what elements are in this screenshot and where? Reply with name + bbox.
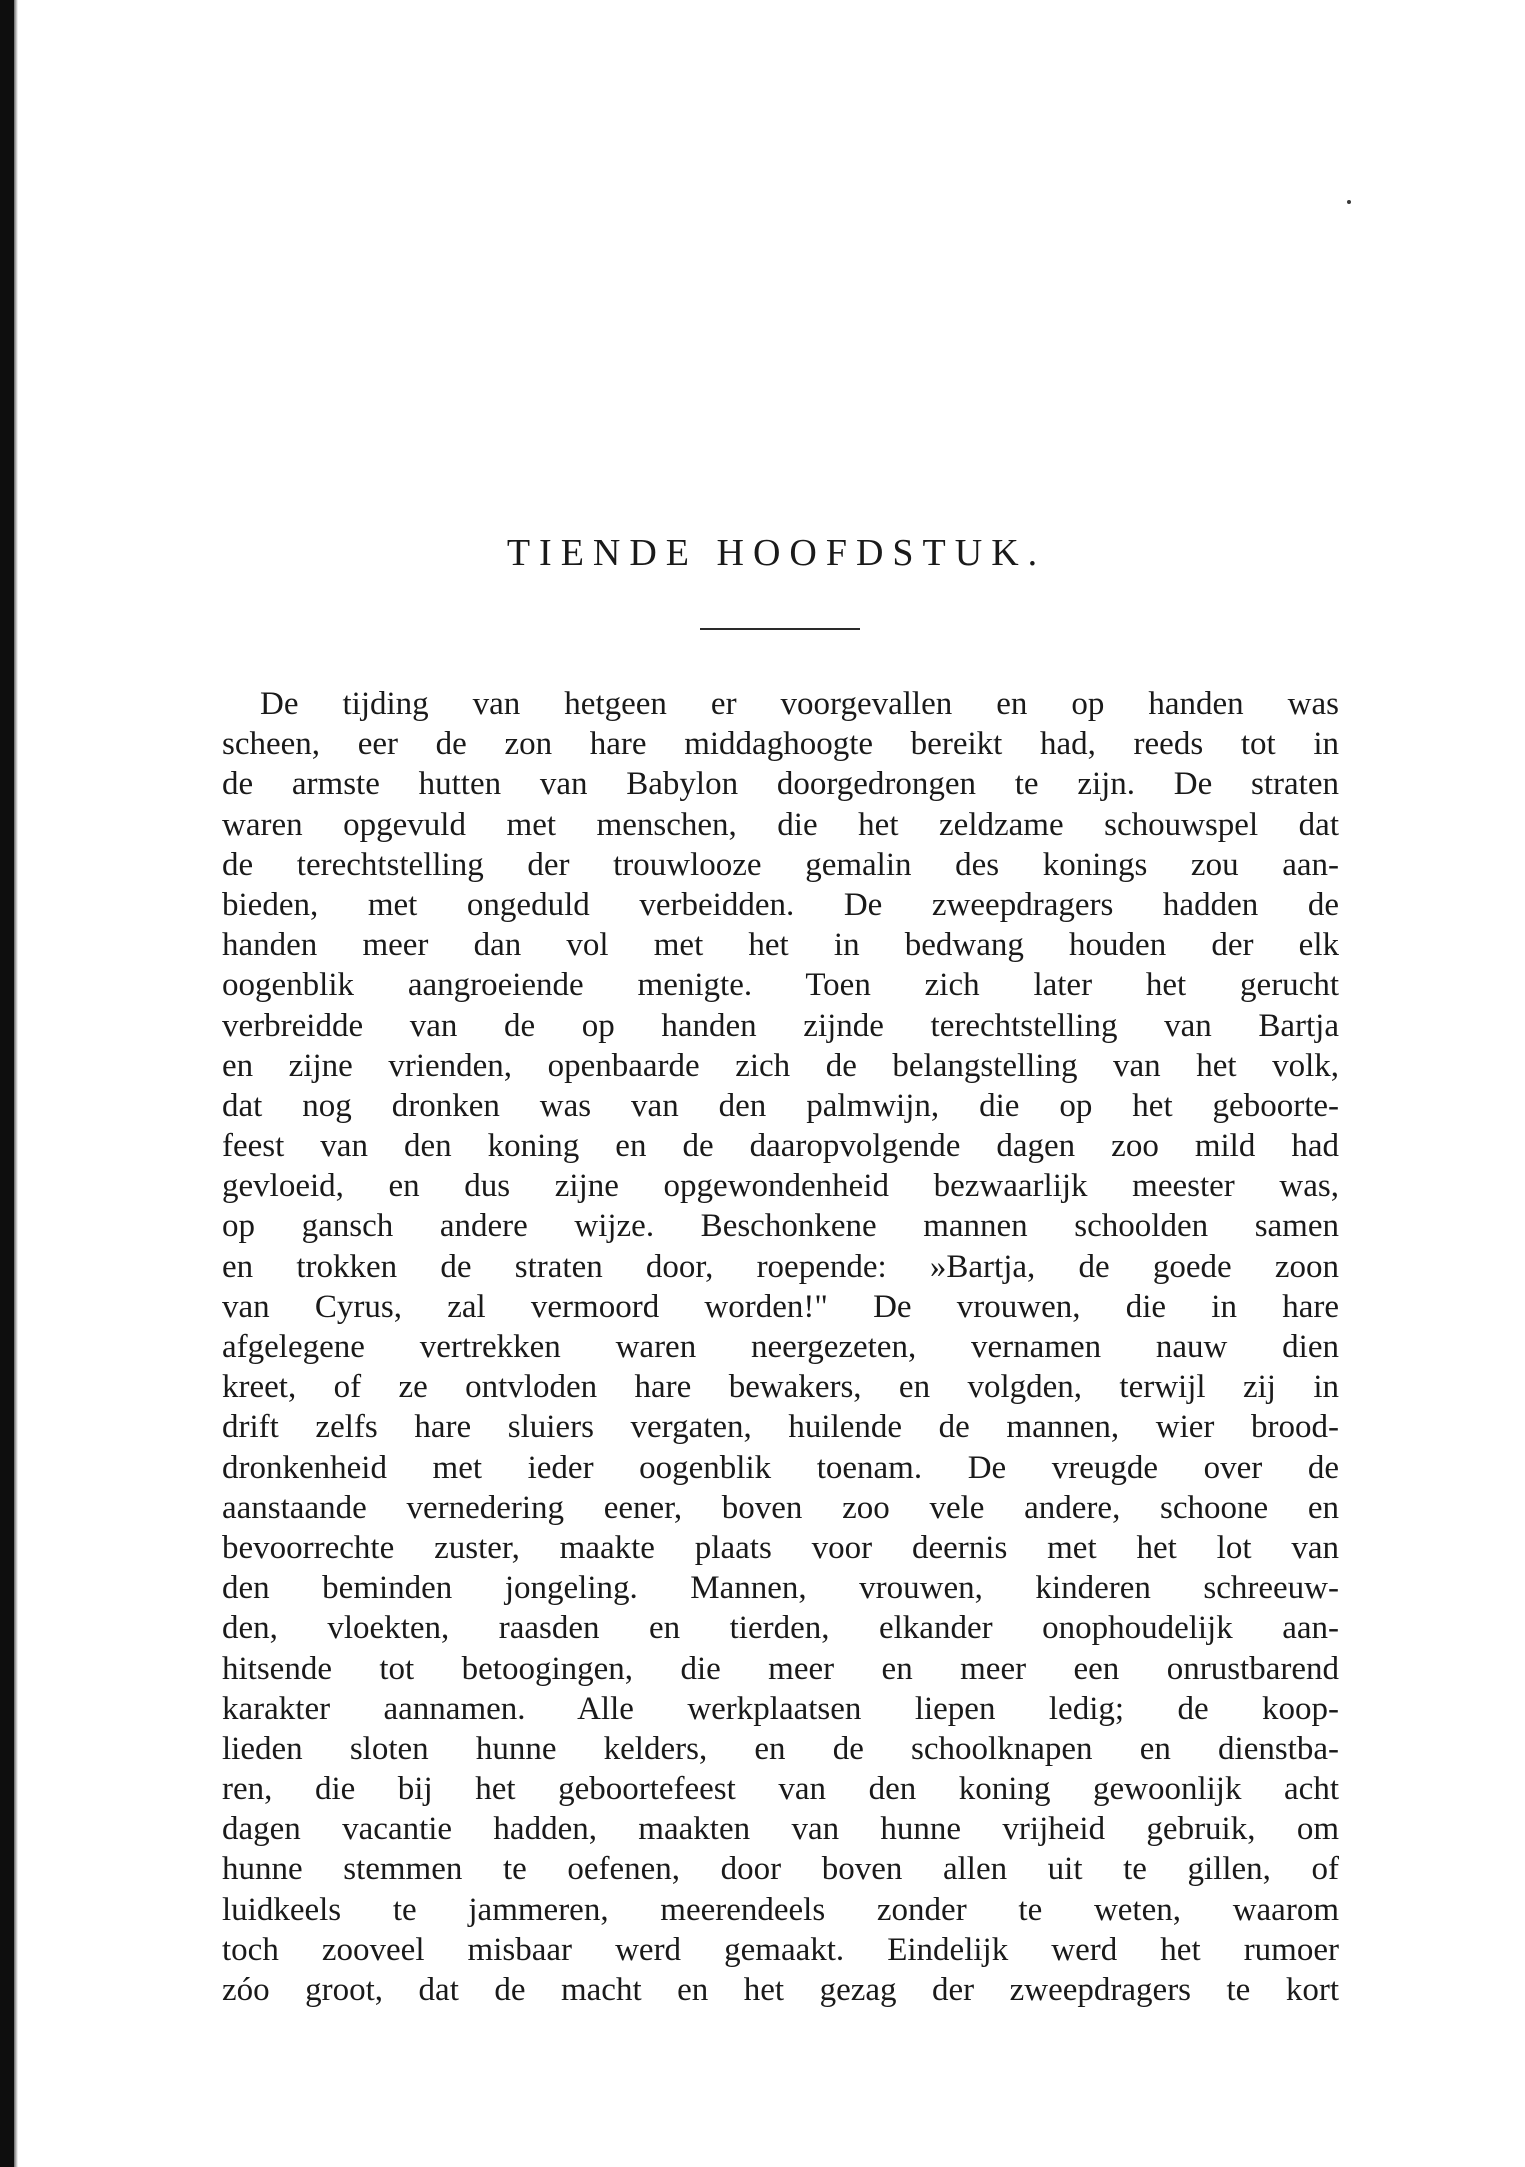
text-line: oogenblik aangroeiende menigte. Toen zich later het gerucht: [222, 967, 1339, 1004]
text-line: scheen, eer de zon hare middaghoogte bereikt had, reeds tot in: [222, 726, 1339, 763]
text-line: De tijding van hetgeen er voorgevallen en op handen was: [260, 686, 1339, 722]
text-line: handen meer dan vol met het in bedwang houden der elk: [222, 927, 1339, 964]
text-line: hitsende tot betoogingen, die meer en meer een onrustbarend: [222, 1650, 1339, 1687]
text-line: waren opgevuld met menschen, die het zeldzame schouwspel dat: [222, 806, 1339, 843]
text-line: en trokken de straten door, roepende: »Bartja, de goede zoon: [222, 1248, 1339, 1285]
text-line: dat nog dronken was van den palmwijn, die op het geboorte-: [222, 1087, 1339, 1124]
text-line: toch zooveel misbaar werd gemaakt. Eindelijk werd het rumoer: [222, 1931, 1339, 1968]
text-line: den, vloekten, raasden en tierden, elkander onophoudelijk aan-: [222, 1610, 1339, 1647]
text-line: afgelegene vertrekken waren neergezeten, vernamen nauw dien: [222, 1329, 1339, 1365]
text-line: dronkenheid met ieder oogenblik toenam. De vreugde over de: [222, 1449, 1339, 1486]
text-line: den beminden jongeling. Mannen, vrouwen, kinderen schreeuw-: [222, 1570, 1339, 1607]
text-line: van Cyrus, zal vermoord worden!" De vrouwen, die in hare: [222, 1288, 1339, 1325]
text-line: drift zelfs hare sluiers vergaten, huilende de mannen, wier brood-: [222, 1409, 1339, 1446]
text-line: bieden, met ongeduld verbeidden. De zweepdragers hadden de: [222, 886, 1339, 923]
text-line: en zijne vrienden, openbaarde zich de belangstelling van het volk,: [222, 1047, 1339, 1084]
text-line: ren, die bij het geboortefeest van den koning gewoonlijk acht: [222, 1771, 1339, 1808]
text-line: luidkeels te jammeren, meerendeels zonder te weten, waarom: [222, 1891, 1339, 1928]
text-line: kreet, of ze ontvloden hare bewakers, en volgden, terwijl zij in: [222, 1369, 1339, 1406]
text-line: op gansch andere wijze. Beschonkene mannen schoolden samen: [222, 1208, 1339, 1245]
text-line: feest van den koning en de daaropvolgende dagen zoo mild had: [222, 1128, 1339, 1165]
text-line: verbreidde van de op handen zijnde terechtstelling van Bartja: [222, 1007, 1339, 1044]
text-line: lieden sloten hunne kelders, en de schoolknapen en dienstba-: [222, 1730, 1339, 1767]
text-line: karakter aannamen. Alle werkplaatsen liepen ledig; de koop-: [222, 1690, 1339, 1727]
chapter-title: TIENDE HOOFDSTUK.: [506, 532, 1047, 574]
text-line: aanstaande vernedering eener, boven zoo vele andere, schoone en: [222, 1489, 1339, 1526]
text-line: dagen vacantie hadden, maakten van hunne vrijheid gebruik, om: [222, 1811, 1339, 1848]
print-speck: [1347, 200, 1351, 204]
text-line: bevoorrechte zuster, maakte plaats voor deernis met het lot van: [222, 1529, 1339, 1566]
text-line: hunne stemmen te oefenen, door boven allen uit te gillen, of: [222, 1851, 1339, 1888]
text-line: de terechtstelling der trouwlooze gemalin des konings zou aan-: [222, 846, 1339, 883]
text-line: de armste hutten van Babylon doorgedrongen te zijn. De straten: [222, 766, 1339, 803]
body-text: [222, 684, 1339, 2010]
title-divider: [700, 628, 860, 630]
text-line: zóo groot, dat de macht en het gezag der zweepdragers te kort: [222, 1972, 1339, 2008]
text-line: gevloeid, en dus zijne opgewondenheid bezwaarlijk meester was,: [222, 1168, 1339, 1205]
